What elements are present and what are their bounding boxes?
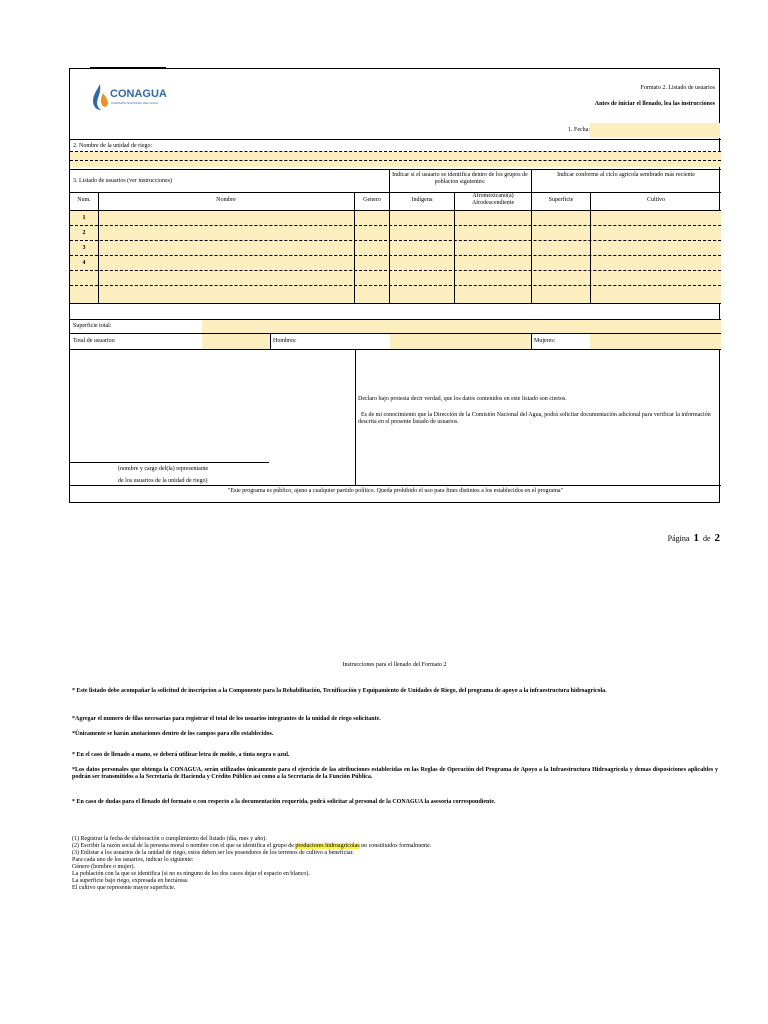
superficie-total-label: Superficie total:: [73, 323, 112, 329]
note-3: (3) Enlistar a los usuarios de la unidad de riego, estos deben ser los poseedores de los terrenos de cultivo a beneficiar.: [72, 850, 354, 856]
declaration-truth: Declaro bajo protesta decir verdad, que los datos contenidos en este listado son ciertos.: [358, 396, 567, 402]
logo-text: CONAGUA: [110, 88, 167, 100]
mujeres-label: Mujeres:: [534, 338, 556, 344]
date-field[interactable]: [590, 123, 720, 138]
instruction-bullet: * Este listado debe acompañar la solicitud de inscripcion a la Componente para la Rehabilitación, Tecnificación y Equipamiento de Unidades de Riego, del programa de apoyo a la infraestructura hidroagricola.: [72, 688, 607, 694]
instruction-bullet: * En el caso de llenado a mano, se deberá utilizar letra de molde, a tinta negra o azul.: [72, 752, 290, 758]
instruction-bullet: *Únicamente se harán anotaciones dentro de los campos para ello establecidos.: [72, 731, 274, 737]
instruction-bullet: *Agregar el numero de filas necesarias para registrar el total de los usuarios integrantes de la unidad de riego solicitante.: [72, 716, 381, 722]
hombres-label: Hombres:: [273, 338, 297, 344]
signature-caption-2: de los usuarios de la unidad de riego): [118, 478, 208, 484]
page-current: 1: [693, 532, 699, 544]
instruction-bullet: * En caso de dudas para el llenado del formato o con respecto a la documentación requerida, podrá solicitar al personal de la CONAGUA la asesoria correspondiente.: [72, 799, 496, 805]
crop-cycle-header: Indicar conforme al ciclo agricola sembrado más reciente: [557, 172, 695, 178]
instructions-title: Instrucciones para el llenado del Formato 2: [342, 662, 447, 668]
col-nombre: Nombre: [216, 197, 236, 203]
page-total: 2: [714, 532, 720, 544]
row-number: 2: [82, 230, 86, 236]
col-indigena: Indígena: [411, 197, 433, 203]
note-line: Para cada uno de los usuarios, indicar lo siguiente:: [72, 857, 194, 863]
page-of: de: [702, 534, 711, 543]
note-line: La superficie bajo riego, expresada en hectáreas.: [72, 878, 189, 884]
unit-name-label: 2. Nombre de la unidad de riego:: [73, 143, 153, 149]
row-number: 3: [82, 245, 86, 251]
instruction-note: Antes de iniciar el llenado, lea las instrucciones: [594, 101, 715, 107]
note-line: Género (hombre o mujer).: [72, 864, 135, 870]
note-1: (1) Registrar la fecha de elaboración o cumplimiento del listado (día, mes y año).: [72, 836, 267, 842]
note-2-highlight: productores hidroagrícolas: [295, 843, 360, 849]
col-superficie: Superficie: [548, 197, 574, 203]
col-num: Num.: [77, 197, 91, 203]
col-afro: Afromexicano(a) Afrodescendiente: [471, 193, 515, 206]
col-cultivo: Cultivo: [646, 197, 665, 203]
row-number: 1: [82, 215, 86, 221]
superficie-total-field[interactable]: [202, 320, 721, 333]
page-number: [620, 528, 720, 546]
signature-caption-1: (nombre y cargo del(la) representante: [118, 466, 209, 472]
water-drop-icon: [90, 83, 110, 111]
note-2-end: no constituidos formalmente.: [359, 843, 432, 849]
page-label: Página: [667, 534, 690, 543]
logo-subtext: COMISIÓN NACIONAL DEL AGUA: [111, 101, 158, 105]
population-group-header: Indicar si el usuario se identifica dentro de los grupos de poblacion siguientes:: [392, 172, 528, 185]
format-title: Formato 2. Listado de usuarios: [640, 85, 715, 91]
date-label: 1. Fecha:: [568, 127, 590, 133]
user-list-label: 3. Listado de usuarios (ver instrucciones): [73, 178, 172, 184]
instruction-bullet: *Los datos personales que obtenga la CONAGUA, serán utilizados únicamente para el ejercicio de las atribuciones establecidas en las Reglas de Operación del Programa de Apoyo a la Infraestructura Hidroagrícola y demas disposiciones aplicables y podrán ser transmitidos a la Secretaría de Hacienda y Crédito Público así como a la Secretaría de la Función Pública.: [72, 767, 718, 780]
hombres-field[interactable]: [390, 334, 531, 349]
total-usuarios-label: Total de usuarios:: [73, 338, 116, 344]
conagua-logo: [90, 83, 170, 113]
note-line: La población con la que se identifica (si no es ninguno de los dos casos dejar el espacio en blanco).: [72, 871, 310, 877]
note-line: El cultivo que represente mayor superficie.: [72, 885, 176, 891]
mujeres-field[interactable]: [590, 334, 721, 349]
program-legend: "Este programa es público, ajeno a cualquier partido político. Queda prohibido el uso para fines distintos a los establecidos en el programa": [228, 488, 563, 494]
note-2-text: (2) Escribir la razón social de la persona moral o nombre con el que se identifica el grupo de: [72, 843, 296, 849]
format-2-form: [69, 68, 720, 503]
col-genero: Genero: [363, 197, 381, 203]
declaration-verification: Es de mi conocimiento que la Dirección de la Comisión Nacional del Agua, podrá solicitar documentación adicional para verificar la información descrita en el presente listado de usuarios.: [358, 412, 711, 425]
note-2: [72, 843, 718, 850]
row-number: 4: [82, 260, 86, 266]
total-usuarios-field[interactable]: [202, 334, 270, 349]
